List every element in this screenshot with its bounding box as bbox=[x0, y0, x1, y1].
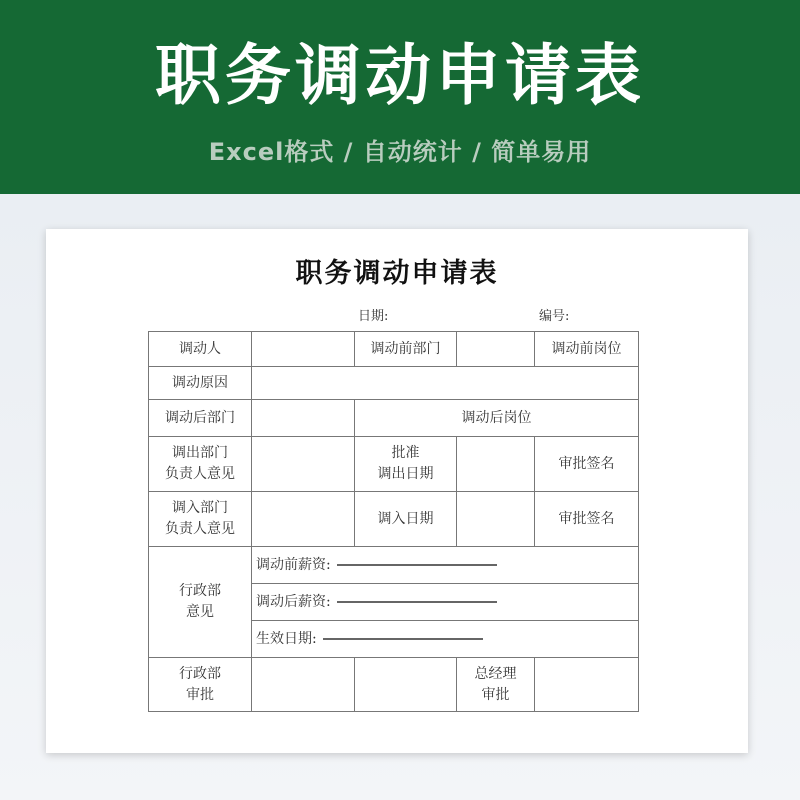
banner-subtitle: Excel格式 / 自动统计 / 简单易用 bbox=[208, 138, 592, 166]
dept-after-label: 调动后部门 bbox=[149, 400, 252, 437]
salary-before-label: 调动前薪资: bbox=[256, 556, 331, 573]
table-row bbox=[149, 492, 639, 547]
effective-date-line bbox=[323, 638, 483, 640]
table-row bbox=[149, 400, 639, 437]
gm-approval-label bbox=[457, 658, 535, 712]
date-label: 日期: bbox=[358, 309, 389, 324]
admin-approval-input[interactable] bbox=[252, 658, 355, 712]
form-sheet bbox=[46, 229, 748, 753]
out-dept-opinion-line1: 调出部门 bbox=[172, 445, 228, 461]
admin-opinion-line2: 意见 bbox=[186, 604, 214, 620]
sign-label-out: 审批签名 bbox=[535, 437, 639, 492]
admin-approval-line1: 行政部 bbox=[179, 665, 221, 682]
banner-title: 职务调动申请表 bbox=[155, 37, 645, 114]
out-dept-opinion-input[interactable] bbox=[252, 437, 355, 492]
gm-approval-input[interactable] bbox=[535, 658, 639, 712]
gm-approval-line2: 审批 bbox=[481, 686, 510, 703]
out-dept-opinion-label bbox=[149, 437, 252, 492]
approve-out-date-line1: 批准 bbox=[391, 445, 420, 461]
table-row bbox=[149, 658, 639, 712]
salary-after-label: 调动后薪资: bbox=[256, 593, 331, 610]
in-dept-opinion-label bbox=[149, 492, 252, 547]
number-label: 编号: bbox=[539, 309, 570, 324]
effective-date-label: 生效日期: bbox=[256, 630, 317, 647]
admin-approval-input-2[interactable] bbox=[355, 658, 457, 712]
in-date-input[interactable] bbox=[457, 492, 535, 547]
table-row bbox=[149, 332, 639, 367]
out-dept-opinion-line2: 负责人意见 bbox=[165, 466, 235, 482]
sign-label-in: 审批签名 bbox=[535, 492, 639, 547]
salary-before-line bbox=[337, 564, 497, 566]
approve-out-date-line2: 调出日期 bbox=[377, 466, 434, 482]
post-before-label: 调动前岗位 bbox=[535, 332, 639, 367]
in-dept-opinion-line1: 调入部门 bbox=[172, 500, 228, 516]
post-after-label: 调动后岗位 bbox=[355, 400, 639, 437]
approve-out-date-input[interactable] bbox=[457, 437, 535, 492]
salary-after-field[interactable] bbox=[252, 584, 639, 621]
admin-opinion-label bbox=[149, 547, 252, 658]
in-date-label: 调入日期 bbox=[355, 492, 457, 547]
approve-out-date-label bbox=[355, 437, 457, 492]
in-dept-opinion-line2: 负责人意见 bbox=[165, 521, 235, 537]
admin-approval-label bbox=[149, 658, 252, 712]
mover-input[interactable] bbox=[252, 332, 355, 367]
reason-input[interactable] bbox=[252, 367, 639, 400]
document-title: 职务调动申请表 bbox=[295, 258, 499, 289]
header-banner bbox=[0, 0, 800, 194]
gm-approval-line1: 总经理 bbox=[474, 665, 517, 682]
dept-after-input[interactable] bbox=[252, 400, 355, 437]
transfer-form-table bbox=[148, 331, 639, 712]
salary-after-line bbox=[337, 601, 497, 603]
admin-approval-line2: 审批 bbox=[186, 686, 214, 703]
table-row bbox=[149, 547, 639, 584]
effective-date-field[interactable] bbox=[252, 621, 639, 658]
mover-label: 调动人 bbox=[149, 332, 252, 367]
in-dept-opinion-input[interactable] bbox=[252, 492, 355, 547]
dept-before-input[interactable] bbox=[457, 332, 535, 367]
reason-label: 调动原因 bbox=[149, 367, 252, 400]
table-row bbox=[149, 437, 639, 492]
salary-before-field[interactable] bbox=[252, 547, 639, 584]
table-row bbox=[149, 367, 639, 400]
dept-before-label: 调动前部门 bbox=[355, 332, 457, 367]
admin-opinion-line1: 行政部 bbox=[179, 583, 221, 599]
